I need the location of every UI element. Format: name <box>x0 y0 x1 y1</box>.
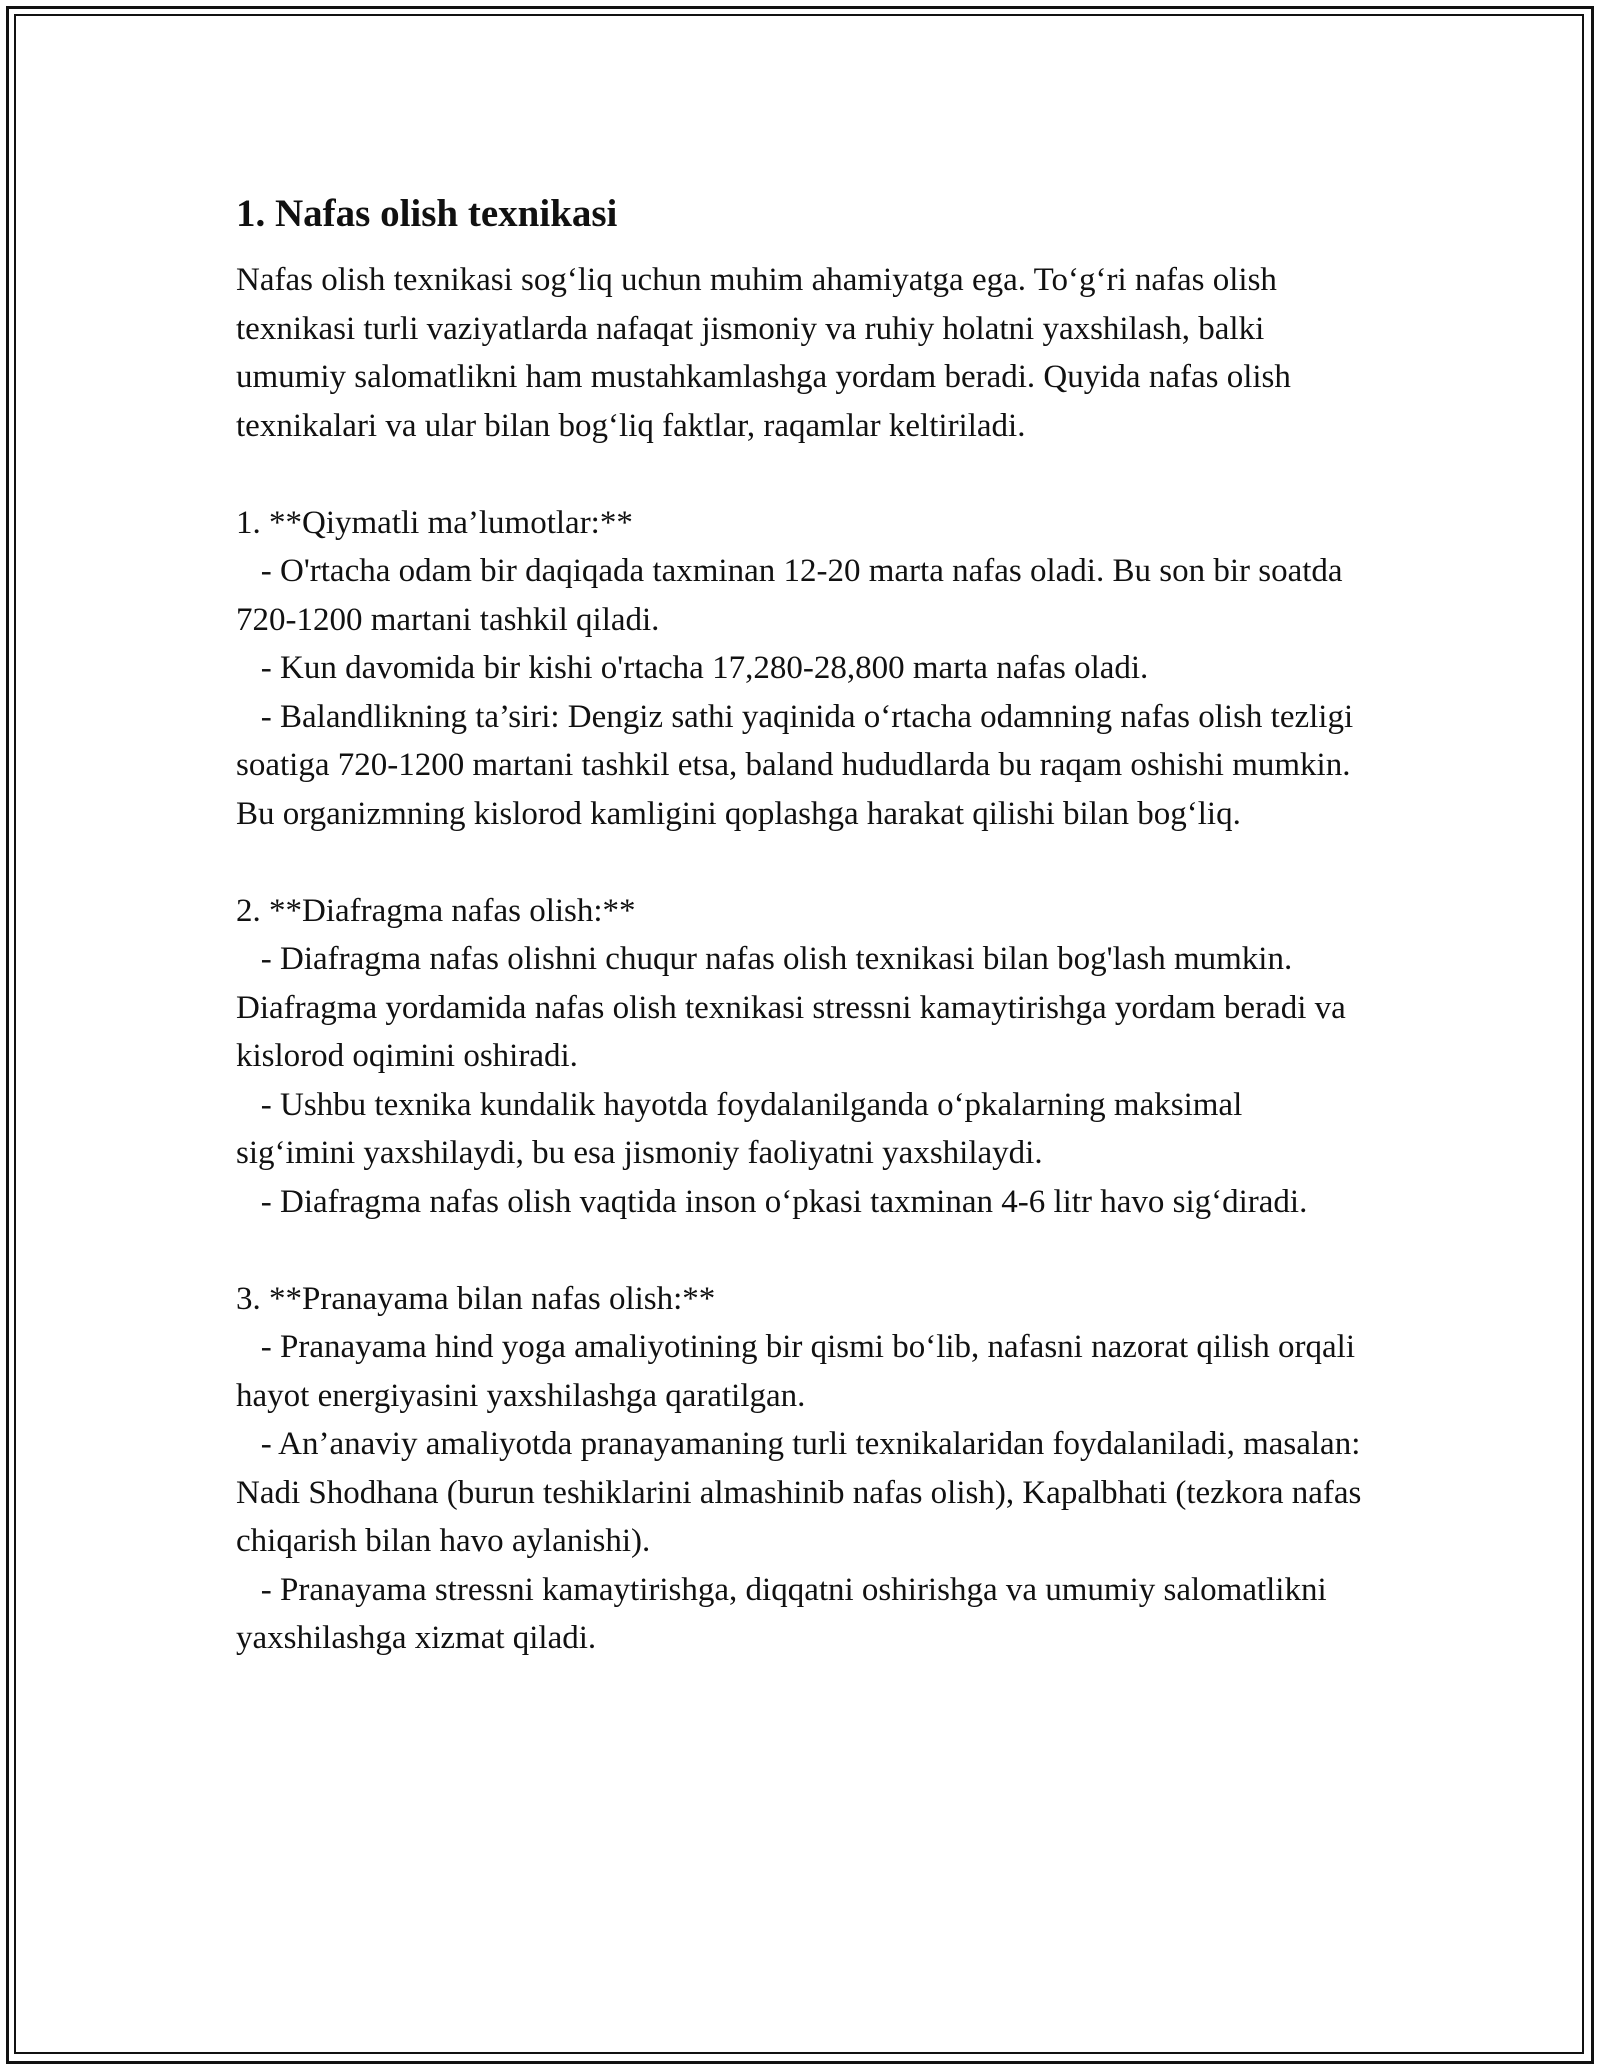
document-body <box>236 186 1370 1663</box>
list-item: - Pranayama hind yoga amaliyotining bir qismi bo‘lib, nafasni nazorat qilish orqali hayot energiyasini yaxshilashga qaratilgan. <box>236 1329 1364 1414</box>
list-item: - Ushbu texnika kundalik hayotda foydalanilganda o‘pkalarning maksimal sig‘imini yaxshilaydi, bu esa jismoniy faoliyatni yaxshilaydi. <box>236 1086 1251 1171</box>
section-values <box>236 499 1366 839</box>
list-item: - Balandlikning ta’siri: Dengiz sathi yaqinida o‘rtacha odamning nafas olish tezligi soatiga 720-1200 martani tashkil etsa, baland hududlarda bu raqam oshishi mumkin. Bu organizmning kislorod kamligini qoplashga harakat qilishi bilan bog‘liq. <box>236 698 1362 832</box>
section-heading: 2. **Diafragma nafas olish:** <box>236 892 636 929</box>
list-item: - An’anaviy amaliyotda pranayamaning turli texnikalaridan foydalaniladi, masalan: Nadi Shodhana (burun teshiklarini almashinib nafas olish), Kapalbhati (tezkora nafas chiqarish bilan havo aylanishi). <box>236 1426 1370 1559</box>
section-diaphragm <box>236 887 1366 1227</box>
section-heading: 1. **Qiymatli ma’lumotlar:** <box>236 504 633 541</box>
list-item: - Kun davomida bir kishi o'rtacha 17,280-28,800 marta nafas oladi. <box>236 650 1149 686</box>
list-item: - O'rtacha odam bir daqiqada taxminan 12-20 marta nafas oladi. Bu son bir soatda 720-1200 martani tashkil qiladi. <box>236 553 1351 638</box>
section-pranayama <box>236 1275 1370 1663</box>
list-item: - Diafragma nafas olish vaqtida inson o‘pkasi taxminan 4-6 litr havo sig‘diradi. <box>236 1183 1308 1220</box>
list-item: - Pranayama stressni kamaytirishga, diqqatni oshirishga va umumiy salomatlikni yaxshilashga xizmat qiladi. <box>236 1571 1335 1656</box>
intro-paragraph: Nafas olish texnikasi sog‘liq uchun muhim ahamiyatga ega. To‘g‘ri nafas olish texnikasi turli vaziyatlarda nafaqat jismoniy va ruhiy holatni yaxshilash, balki umumiy salomatlikni ham mustahkamlashga yordam beradi. Quyida nafas olish texnikalari va ular bilan bog‘liq faktlar, raqamlar keltiriladi. <box>236 262 1291 444</box>
section-heading: 3. **Pranayama bilan nafas olish:** <box>236 1280 716 1317</box>
document-title: 1. Nafas olish texnikasi <box>236 192 618 235</box>
list-item: - Diafragma nafas olishni chuqur nafas olish texnikasi bilan bog'lash mumkin. Diafragma yordamida nafas olish texnikasi stressni kamaytirishga yordam beradi va kislorod oqimini oshiradi. <box>236 941 1355 1074</box>
